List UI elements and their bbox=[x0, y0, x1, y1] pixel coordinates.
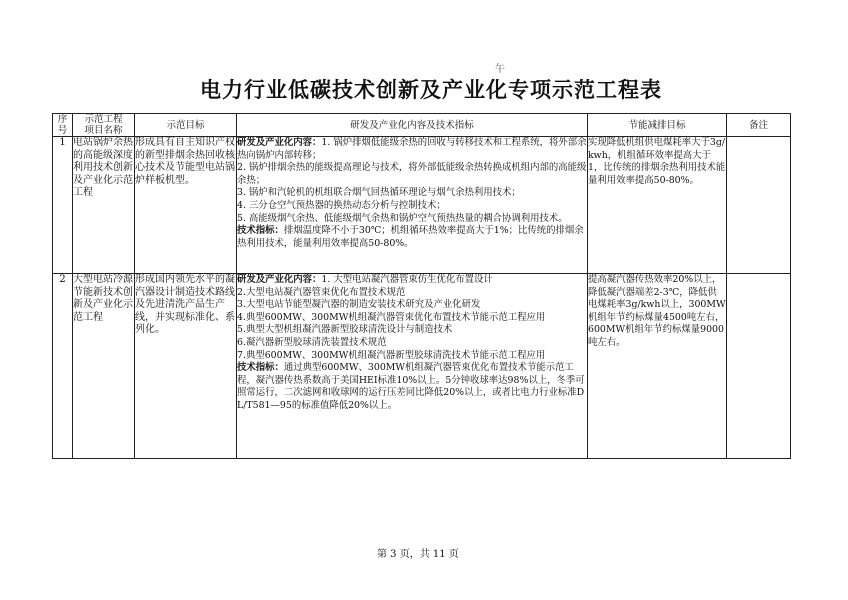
content-heading: 研发及产业化内容： bbox=[237, 274, 322, 285]
row-goal: 形成具有自主知识产权的新型排烟余热回收核心技术及节能型电站锅炉样板机型。 bbox=[135, 137, 237, 274]
indicator-heading: 技术指标： bbox=[237, 362, 284, 374]
header-index bbox=[53, 114, 73, 137]
header-project-name bbox=[73, 114, 135, 137]
row-remark bbox=[727, 274, 791, 459]
row-project-name: 电站锅炉余热的高能级深度利用技术创新及产业化示范工程 bbox=[73, 137, 135, 274]
content-item: 4. 三分仓空气预热器的换热动态分析与控制技术； bbox=[237, 199, 446, 211]
demonstration-project-table bbox=[52, 113, 791, 459]
handwritten-mark: 午 bbox=[495, 64, 505, 75]
content-item: 5. 高能级烟气余热、低能级烟气余热和锅炉空气预热热量的耦合协调利用技术。 bbox=[237, 212, 568, 224]
header-index-line1: 序 bbox=[57, 114, 68, 125]
header-name-line1: 示范工程 bbox=[84, 114, 123, 125]
header-remark: 备注 bbox=[727, 114, 791, 137]
header-content: 研发及产业化内容及技术指标 bbox=[237, 114, 588, 137]
row-content bbox=[237, 137, 588, 274]
row-content bbox=[237, 274, 588, 459]
row-project-name: 大型电站冷源节能新技术创新及产业化示范工程 bbox=[73, 274, 135, 459]
content-item: 1. 大型电站凝汽器管束仿生优化布置设计 bbox=[321, 274, 493, 285]
content-item: 2.大型电站凝汽器管束优化布置技术规范 bbox=[237, 286, 406, 298]
indicator-heading: 技术指标： bbox=[237, 225, 284, 237]
header-index-line2: 号 bbox=[57, 125, 68, 136]
row-goal: 形成国内领先水平的凝汽器设计制造技术路线及先进清洗产品生产线，并实现标准化、系列化。 bbox=[135, 274, 237, 459]
table-header-row bbox=[53, 114, 791, 137]
indicator-block bbox=[237, 362, 587, 412]
content-item: 1. 锅炉排烟低能级余热的回收与转移技术和工程系统，将外部余热向锅炉内部转移； bbox=[237, 137, 587, 161]
content-item: 2. 锅炉排烟余热的能级提高理论与技术，将外部低能级余热转换成机组内部的高能级余热； bbox=[237, 162, 587, 186]
content-item: 4.典型600MW、300MW机组凝汽器管束优化布置技术节能示范工程应用 bbox=[237, 311, 546, 323]
header-name-line2: 项目名称 bbox=[84, 125, 123, 136]
content-heading: 研发及产业化内容： bbox=[237, 137, 322, 148]
content-item: 7.典型600MW、300MW机组凝汽器新型胶球清洗技术节能示范工程应用 bbox=[237, 349, 546, 361]
content-item: 3.大型电站节能型凝汽器的制造安装技术研究及产业化研发 bbox=[237, 299, 481, 311]
indicator-block bbox=[237, 225, 587, 250]
page-title: 电力行业低碳技术创新及产业化专项示范工程表 bbox=[200, 78, 662, 102]
row-index: 2 bbox=[53, 274, 73, 459]
table-row bbox=[53, 274, 791, 459]
page-number: 第 3 页，共 11 页 bbox=[377, 549, 459, 560]
indicator-text: 排烟温度降不小于30℃；机组循环热效率提高大于1%；比传统的排烟余热利用技术，能量利用效率提高50-80%。 bbox=[237, 225, 584, 249]
header-goal: 示范目标 bbox=[135, 114, 237, 137]
table-row bbox=[53, 137, 791, 274]
row-saving-target: 提高凝汽器传热效率20%以上，降低凝汽器端差2-3℃，降低供电煤耗率3g/kwh以上，300MW机组年节约标煤量4500吨左右，600MW机组年节约标煤量9000吨左右。 bbox=[588, 274, 727, 459]
row-saving-target: 实现降低机组供电煤耗率大于3g/kwh，机组循环效率提高大于1，比传统的排烟余热利用技术能量利用效率提高50-80%。 bbox=[588, 137, 727, 274]
content-item: 3. 锅炉和汽轮机的机组联合烟气回热循环理论与烟气余热利用技术； bbox=[237, 187, 521, 199]
content-item: 6.凝汽器新型胶球清洗装置技术规范 bbox=[237, 336, 387, 348]
row-remark bbox=[727, 137, 791, 274]
indicator-text: 通过典型600MW、300MW机组凝汽器管束优化布置技术节能示范工程，凝汽器传热系数高于美国HEI标准10%以上。5分钟收球率达98%以上，冬季可照常运行，二次滤网和收球网的运行压差同比降低20%以上，或者比电力行业标准DL/T581—95的标准值降低20%以上。 bbox=[237, 362, 585, 411]
header-saving-target: 节能减排目标 bbox=[588, 114, 727, 137]
content-item: 5.典型大型机组凝汽器新型胶球清洗设计与制造技术 bbox=[237, 324, 453, 336]
row-index: 1 bbox=[53, 137, 73, 274]
